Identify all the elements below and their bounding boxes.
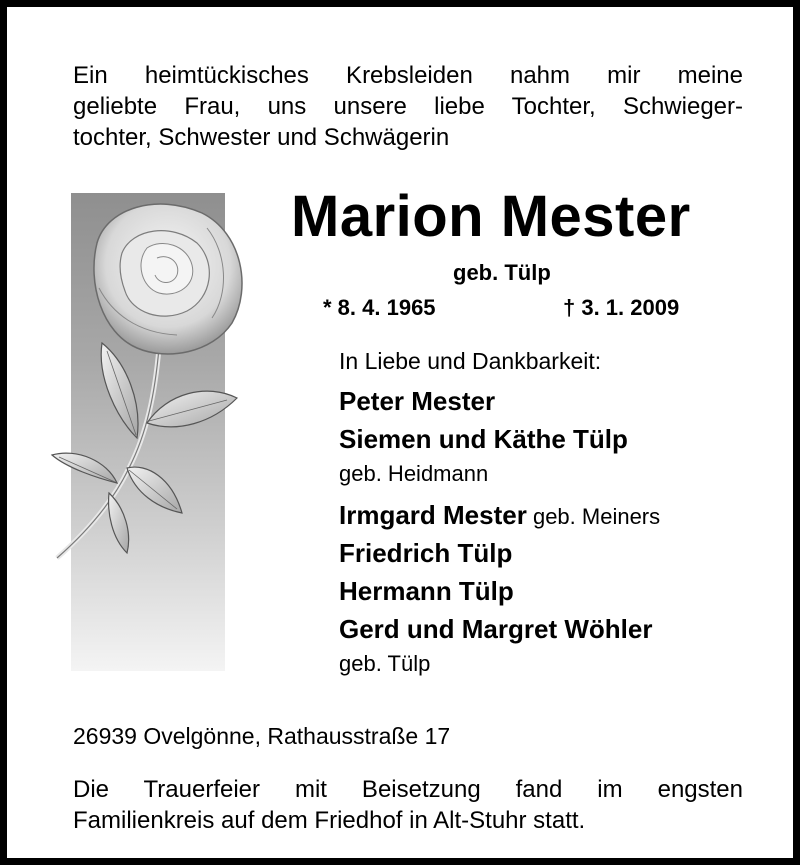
intro-text bbox=[73, 60, 743, 153]
deceased-name: Marion Mester bbox=[291, 184, 691, 249]
address: 26939 Ovelgönne, Rathausstraße 17 bbox=[73, 723, 451, 749]
intro-line-3: tochter, Schwester und Schwägerin bbox=[73, 124, 450, 151]
mourner-hermann: Hermann Tülp bbox=[339, 576, 514, 606]
rose-icon bbox=[37, 193, 267, 573]
mourner-maiden-tuelp: geb. Tülp bbox=[339, 651, 431, 676]
mourners-list bbox=[339, 345, 660, 687]
mourner-irmgard bbox=[339, 497, 660, 535]
death-date: † 3. 1. 2009 bbox=[563, 295, 680, 320]
mourner-maiden-heidmann: geb. Heidmann bbox=[339, 461, 489, 486]
closing-line-1: Die Trauerfeier mit Beisetzung fand im engsten bbox=[73, 776, 743, 803]
mourners-intro: In Liebe und Dankbarkeit: bbox=[339, 348, 602, 374]
mourner-irmgard-name: Irmgard Mester bbox=[339, 500, 527, 530]
mourner-friedrich: Friedrich Tülp bbox=[339, 538, 513, 568]
birth-date: * 8. 4. 1965 bbox=[323, 295, 436, 320]
deceased-maiden-name: geb. Tülp bbox=[453, 260, 551, 285]
mourner-irmgard-maiden: geb. Meiners bbox=[526, 504, 661, 529]
intro-line-1: Ein heimtückisches Krebsleiden nahm mir meine bbox=[73, 62, 743, 89]
mourner-gerd-margret: Gerd und Margret Wöhler bbox=[339, 614, 653, 644]
mourner-peter: Peter Mester bbox=[339, 386, 496, 416]
closing-text bbox=[73, 774, 743, 836]
mourner-siemen-kaethe: Siemen und Käthe Tülp bbox=[339, 424, 628, 454]
intro-line-2: geliebte Frau, uns unsere liebe Tochter, Schwieger- bbox=[73, 93, 743, 120]
closing-line-2: Familienkreis auf dem Friedhof in Alt-Stuhr statt. bbox=[73, 807, 586, 834]
